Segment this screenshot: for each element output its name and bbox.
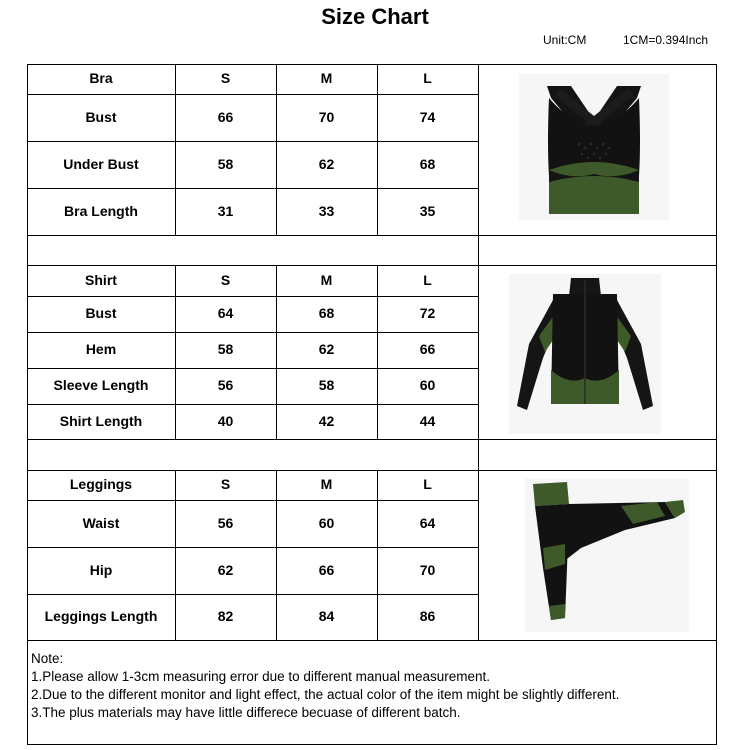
bra-length-m: 33 — [318, 202, 335, 219]
leggings-waist-s: 56 — [217, 514, 234, 531]
leggings-waist-label: Waist — [82, 514, 120, 531]
leggings-image — [525, 478, 689, 632]
leggings-length-l: 86 — [419, 608, 436, 625]
leggings-length-label: Leggings Length — [44, 608, 158, 625]
note-item: 2.Due to the different monitor and light effect, the actual color of the item might be slightly different. — [31, 687, 620, 702]
bra-bust-m: 70 — [318, 108, 335, 125]
leggings-length-s: 82 — [217, 608, 234, 625]
bra-header-size-l: L — [423, 70, 432, 87]
shirt-hem-label: Hem — [85, 341, 117, 358]
grid-line — [27, 439, 717, 440]
shirt-header-size-l: L — [423, 271, 432, 288]
leggings-illustration — [525, 478, 689, 632]
sports-bra-illustration — [519, 74, 669, 220]
bra-under-bust-s: 58 — [217, 155, 234, 172]
note-item: 3.The plus materials may have little differece becuase of different batch. — [31, 705, 461, 720]
shirt-hem-s: 58 — [217, 341, 234, 358]
bra-header-size-s: S — [220, 70, 231, 87]
page-title: Size Chart — [321, 4, 429, 29]
bra-bust-s: 66 — [217, 108, 234, 125]
shirt-header-size-s: S — [220, 271, 231, 288]
leggings-hip-s: 62 — [217, 561, 234, 578]
bra-under-bust-m: 62 — [318, 155, 335, 172]
note-item: 1.Please allow 1-3cm measuring error due to different manual measurement. — [31, 669, 490, 684]
bra-under-bust-l: 68 — [419, 155, 436, 172]
unit-label: Unit:CM — [543, 33, 587, 47]
bra-length-label: Bra Length — [64, 202, 138, 219]
shirt-header-label: Shirt — [85, 271, 117, 288]
notes-heading: Note: — [31, 651, 64, 666]
leggings-waist-m: 60 — [318, 514, 335, 531]
shirt-sleeve-l: 60 — [419, 377, 436, 394]
bra-bust-l: 74 — [419, 108, 436, 125]
leggings-header-label: Leggings — [69, 476, 133, 493]
bra-header-size-m: M — [320, 70, 333, 87]
conversion-label: 1CM=0.394Inch — [623, 33, 709, 47]
shirt-bust-s: 64 — [217, 305, 234, 322]
shirt-sleeve-label: Sleeve Length — [53, 377, 149, 394]
leggings-header-size-m: M — [320, 476, 333, 493]
sports-bra-image — [519, 74, 669, 220]
leggings-hip-m: 66 — [318, 561, 335, 578]
shirt-bust-m: 68 — [318, 305, 335, 322]
leggings-hip-label: Hip — [89, 561, 113, 578]
leggings-header-size-s: S — [220, 476, 231, 493]
notes-section — [31, 650, 691, 722]
shirt-sleeve-m: 58 — [318, 377, 335, 394]
bra-length-l: 35 — [419, 202, 436, 219]
shirt-length-m: 42 — [318, 412, 335, 429]
leggings-length-m: 84 — [318, 608, 335, 625]
zip-shirt-image — [509, 274, 661, 434]
leggings-hip-l: 70 — [419, 561, 436, 578]
leggings-header-size-l: L — [423, 476, 432, 493]
grid-line — [478, 64, 479, 640]
shirt-hem-l: 66 — [419, 341, 436, 358]
zip-shirt-illustration — [509, 274, 661, 434]
bra-under-bust-label: Under Bust — [63, 155, 139, 172]
shirt-length-l: 44 — [419, 412, 436, 429]
shirt-bust-l: 72 — [419, 305, 436, 322]
shirt-hem-m: 62 — [318, 341, 335, 358]
shirt-header-size-m: M — [320, 271, 333, 288]
bra-header-label: Bra — [89, 70, 113, 87]
grid-line — [27, 235, 717, 236]
shirt-sleeve-s: 56 — [217, 377, 234, 394]
leggings-waist-l: 64 — [419, 514, 436, 531]
bra-length-s: 31 — [217, 202, 234, 219]
bra-bust-label: Bust — [85, 108, 117, 125]
grid-line — [27, 640, 717, 641]
shirt-bust-label: Bust — [85, 305, 117, 322]
shirt-length-s: 40 — [217, 412, 234, 429]
shirt-length-label: Shirt Length — [59, 412, 143, 429]
